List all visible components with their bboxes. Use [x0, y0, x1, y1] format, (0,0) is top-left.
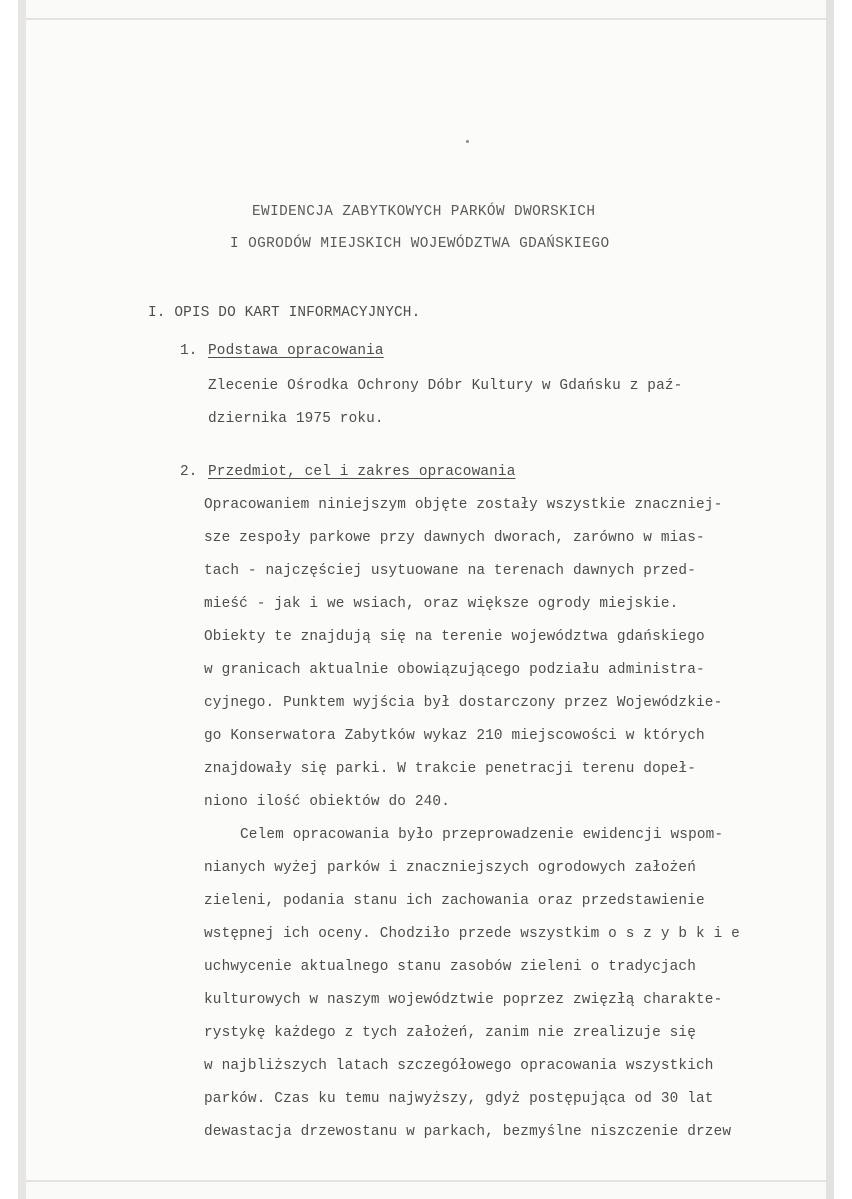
item-2-paragraph-2-line: parków. Czas ku temu najwyższy, gdyż postępująca od 30 lat — [204, 1091, 714, 1107]
item-2-text-line: cyjnego. Punktem wyjścia był dostarczony przez Wojewódzkie- — [204, 695, 723, 711]
item-1-number: 1. — [180, 343, 198, 359]
item-2-paragraph-2-line: zieleni, podania stanu ich zachowania oraz przedstawienie — [204, 893, 705, 909]
item-2-paragraph-2-line: kulturowych w naszym województwie poprzez zwięzłą charakte- — [204, 992, 723, 1008]
item-2-text-line: tach - najczęściej usytuowane na terenach dawnych przed- — [204, 563, 697, 579]
item-2-text-line: w granicach aktualnie obowiązującego podziału administra- — [204, 662, 705, 678]
typewritten-sheet — [26, 18, 826, 1182]
ink-speck — [466, 140, 469, 143]
item-2-paragraph-2-line: uchwycenie aktualnego stanu zasobów zieleni o tradycjach — [204, 959, 697, 975]
item-2-text-line: Obiekty te znajdują się na terenie województwa gdańskiego — [204, 629, 705, 645]
item-2-paragraph-2-line: Celem opracowania było przeprowadzenie ewidencji wspom- — [240, 827, 724, 843]
document-title-line-2: I OGRODÓW MIEJSKICH WOJEWÓDZTWA GDAŃSKIEGO — [230, 236, 610, 252]
document-title-line-1: EWIDENCJA ZABYTKOWYCH PARKÓW DWORSKICH — [252, 204, 596, 220]
item-2-title: Przedmiot, cel i zakres opracowania — [208, 464, 516, 480]
item-1-title: Podstawa opracowania — [208, 343, 384, 359]
item-2-paragraph-2-line: dewastacja drzewostanu w parkach, bezmyślne niszczenie drzew — [204, 1124, 732, 1140]
item-2-text-line: niono ilość obiektów do 240. — [204, 794, 451, 810]
item-2-text-line: sze zespoły parkowe przy dawnych dworach, zarówno w mias- — [204, 530, 705, 546]
section-heading: I. OPIS DO KART INFORMACYJNYCH. — [148, 305, 421, 321]
item-2-text-line: Opracowaniem niniejszym objęte zostały wszystkie znaczniej- — [204, 497, 723, 513]
item-2-text-line: go Konserwatora Zabytków wykaz 210 miejscowości w których — [204, 728, 705, 744]
item-2-paragraph-2-line: w najbliższych latach szczegółowego opracowania wszystkich — [204, 1058, 714, 1074]
item-2-paragraph-2-line: rystykę każdego z tych założeń, zanim nie zrealizuje się — [204, 1025, 697, 1041]
item-2-paragraph-2-line: wstępnej ich oceny. Chodziło przede wszystkim o s z y b k i e — [204, 926, 740, 942]
item-2-paragraph-2-line: nianych wyżej parków i znaczniejszych ogrodowych założeń — [204, 860, 697, 876]
item-2-text-line: mieść - jak i we wsiach, oraz większe ogrody miejskie. — [204, 596, 679, 612]
item-2-text-line: znajdowały się parki. W trakcie penetracji terenu dopeł- — [204, 761, 697, 777]
item-1-text-line: Zlecenie Ośrodka Ochrony Dóbr Kultury w Gdańsku z paź- — [208, 378, 683, 394]
item-2-number: 2. — [180, 464, 198, 480]
item-1-text-line: dziernika 1975 roku. — [208, 411, 384, 427]
